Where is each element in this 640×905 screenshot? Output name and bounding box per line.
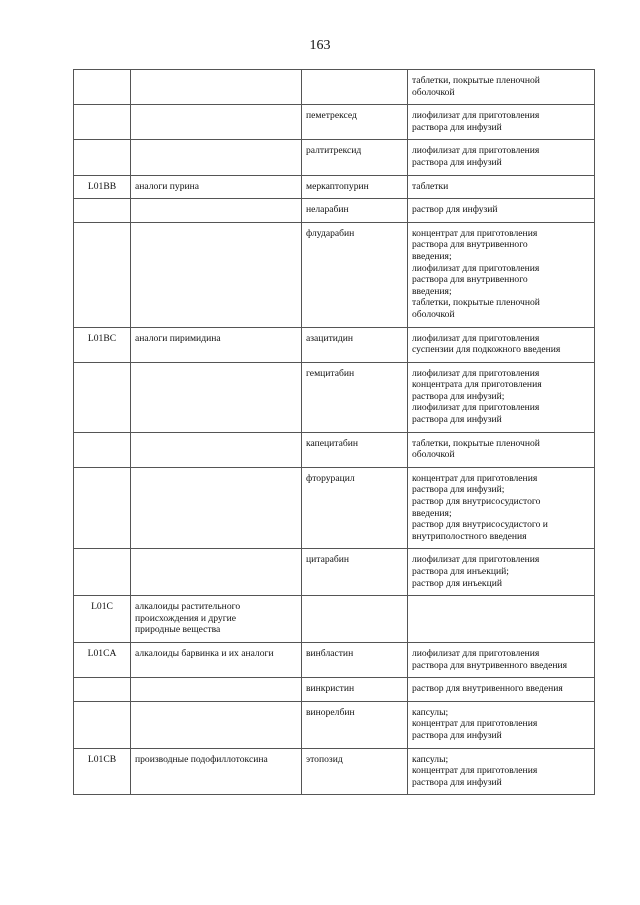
dosage-form-cell [408,549,595,596]
dosage-form-line: лиофилизат для приготовления [412,647,540,659]
table-row [74,327,595,362]
atc-code-cell [74,222,131,327]
table-row [74,432,595,467]
group-line: алкалоиды растительного [135,601,241,613]
table-row [74,549,595,596]
drug-name-cell: винорелбин [302,701,408,748]
drug-name-cell: гемцитабин [302,362,408,432]
drug-name-cell: винкристин [302,678,408,702]
group-cell [131,222,302,327]
dosage-form-line: введения; [412,250,452,262]
group-cell: производные подофиллотоксина [131,748,302,795]
dosage-form-line: раствора для внутривенного [412,239,528,251]
dosage-form-line: внутриполостного введения [412,530,527,542]
group-cell [131,467,302,549]
dosage-form-line: лиофилизат для приготовления [412,110,540,122]
dosage-form-cell [408,596,595,643]
atc-code-cell [74,70,131,105]
drug-name-cell [302,596,408,643]
dosage-form-cell [408,748,595,795]
atc-code-cell: L01BB [74,175,131,199]
dosage-form-cell [408,678,595,702]
drug-name-cell: неларабин [302,199,408,223]
drug-name-cell: цитарабин [302,549,408,596]
group-cell [131,701,302,748]
dosage-form-line: лиофилизат для приготовления [412,332,540,344]
dosage-form-line: концентрат для приготовления [412,718,538,730]
dosage-form-line: раствора для инфузий [412,729,502,741]
table-row [74,70,595,105]
drug-name-cell: винбластин [302,642,408,677]
atc-code-cell [74,199,131,223]
dosage-form-cell [408,140,595,175]
dosage-form-line: раствора для инфузий [412,156,502,168]
group-cell [131,596,302,643]
group-cell [131,70,302,105]
dosage-form-line: концентрат для приготовления [412,765,538,777]
atc-code-cell [74,105,131,140]
dosage-form-line: раствора для внутривенного введения [412,659,568,671]
dosage-form-line: концентрата для приготовления [412,379,542,391]
page-number: 163 [309,38,331,53]
table-row [74,642,595,677]
dosage-form-cell [408,105,595,140]
dosage-form-cell [408,327,595,362]
dosage-form-line: таблетки [412,180,449,192]
dosage-form-line: концентрат для приготовления [412,227,538,239]
drug-name-cell: капецитабин [302,432,408,467]
dosage-form-line: раствора для инфузий; [412,390,505,402]
group-cell [131,362,302,432]
table-row [74,748,595,795]
drug-name-cell: азацитидин [302,327,408,362]
dosage-form-line: раствора для внутривенного [412,274,528,286]
atc-code-cell: L01C [74,596,131,643]
table-row [74,701,595,748]
drug-name-cell: меркаптопурин [302,175,408,199]
dosage-form-line: суспензии для подкожного введения [412,344,561,356]
dosage-form-line: концентрат для приготовления [412,472,538,484]
group-cell [131,549,302,596]
dosage-form-line: лиофилизат для приготовления [412,145,540,157]
dosage-form-line: введения; [412,507,452,519]
group-cell [131,105,302,140]
drug-name-cell: флударабин [302,222,408,327]
table-row [74,362,595,432]
atc-code-cell [74,140,131,175]
dosage-form-line: оболочкой [412,86,455,98]
group-cell: алкалоиды барвинка и их аналоги [131,642,302,677]
dosage-form-line: раствора для инфузий [412,776,502,788]
dosage-form-line: лиофилизат для приготовления [412,367,540,379]
atc-code-cell [74,432,131,467]
dosage-form-line: капсулы; [412,753,449,765]
drug-name-cell: этопозид [302,748,408,795]
dosage-form-cell [408,362,595,432]
dosage-form-line: таблетки, покрытые пленочной [412,75,540,86]
group-cell: аналоги пиримидина [131,327,302,362]
drug-name-cell [302,70,408,105]
dosage-form-line: раствора для инфузий [412,414,502,426]
dosage-form-line: оболочкой [412,449,455,461]
dosage-form-line: раствор для внутрисосудистого и [412,519,548,531]
drug-name-cell: пеметрексед [302,105,408,140]
dosage-form-cell [408,467,595,549]
dosage-form-line: раствор для инфузий [412,204,498,216]
table-row [74,105,595,140]
table-row [74,678,595,702]
dosage-form-cell [408,175,595,199]
atc-code-cell: L01CB [74,748,131,795]
dosage-form-line: раствора для инфузий [412,121,502,133]
dosage-form-line: оболочкой [412,308,455,320]
table-row [74,596,595,643]
atc-code-cell [74,362,131,432]
atc-code-cell [74,549,131,596]
dosage-form-line: лиофилизат для приготовления [412,554,540,566]
drug-table [73,69,595,795]
group-cell [131,678,302,702]
drug-name-cell: ралтитрексид [302,140,408,175]
dosage-form-line: раствора для инъекций; [412,566,509,577]
dosage-form-line: раствор для внутрисосудистого [412,496,541,508]
table-row [74,175,595,199]
group-cell [131,199,302,223]
dosage-form-cell [408,199,595,223]
drug-name-cell: фторурацил [302,467,408,549]
atc-code-cell: L01CA [74,642,131,677]
table-body [74,70,595,795]
table-row [74,222,595,327]
atc-code-cell: L01BC [74,327,131,362]
group-cell [131,432,302,467]
dosage-form-line: таблетки, покрытые пленочной [412,437,540,449]
atc-code-cell [74,467,131,549]
dosage-form-line: введения; [412,285,452,297]
dosage-form-line: лиофилизат для приготовления [412,402,540,414]
group-cell: аналоги пурина [131,175,302,199]
table-row [74,467,595,549]
dosage-form-line: раствор для внутривенного введения [412,683,563,695]
table-row [74,199,595,223]
dosage-form-cell [408,701,595,748]
dosage-form-cell [408,70,595,105]
dosage-form-line: раствор для инъекций [412,577,502,589]
atc-code-cell [74,701,131,748]
atc-code-cell [74,678,131,702]
dosage-form-line: капсулы; [412,706,449,718]
dosage-form-cell [408,432,595,467]
group-cell [131,140,302,175]
dosage-form-line: раствора для инфузий; [412,484,505,496]
dosage-form-line: лиофилизат для приготовления [412,262,540,274]
group-line: происхождения и другие [135,612,237,624]
dosage-form-cell [408,222,595,327]
table-row [74,140,595,175]
dosage-form-cell [408,642,595,677]
dosage-form-line: таблетки, покрытые пленочной [412,297,540,309]
group-line: природные вещества [135,624,221,636]
